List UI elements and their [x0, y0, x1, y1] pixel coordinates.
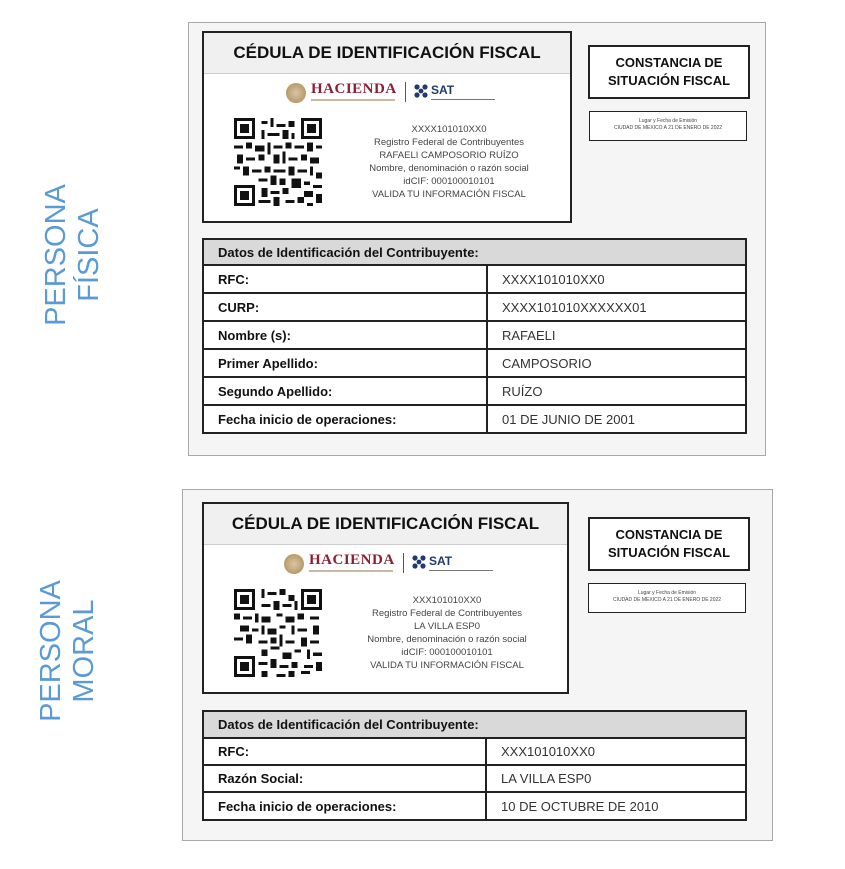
fisica-lugar-box [589, 111, 747, 141]
persona-fisica-line-1: PERSONA [40, 184, 72, 326]
row-value: 01 DE JUNIO DE 2001 [487, 405, 746, 433]
moral-constancia-box [588, 517, 750, 571]
row-value: CAMPOSORIO [487, 349, 746, 377]
fisica-rfc-text: XXXX101010XX0 [411, 124, 487, 135]
row-label: RFC: [203, 738, 486, 765]
row-value: LA VILLA ESP0 [486, 765, 746, 792]
row-label: Nombre (s): [203, 321, 487, 349]
fisica-logos [204, 80, 570, 106]
persona-fisica-line-2: FÍSICA [73, 208, 105, 302]
fisica-table-header: Datos de Identificación del Contribuyente: [203, 239, 746, 265]
sat-logo-icon [414, 84, 428, 98]
row-value: XXX101010XX0 [486, 738, 746, 765]
row-label: Primer Apellido: [203, 349, 487, 377]
fisica-info-block [334, 123, 564, 201]
table-row [203, 321, 746, 349]
row-value: RAFAELI [487, 321, 746, 349]
moral-qr-code [234, 589, 322, 677]
moral-idcif-text: idCIF: 000100010101 [401, 647, 493, 658]
persona-moral-line-2: MORAL [68, 599, 100, 703]
moral-lugar-caption: Lugar y Fecha de Emisión [637, 590, 697, 596]
fisica-cedula-box [202, 31, 572, 223]
moral-name-text: LA VILLA ESP0 [413, 621, 481, 632]
persona-moral-label [35, 571, 101, 731]
row-value: 10 DE OCTUBRE DE 2010 [486, 792, 746, 820]
row-value: XXXX101010XX0 [487, 265, 746, 293]
logo-divider [403, 553, 404, 573]
fisica-constancia-line-1: CONSTANCIA DE [615, 55, 723, 70]
moral-rfc-caption: Registro Federal de Contribuyentes [372, 608, 522, 619]
row-label: CURP: [203, 293, 487, 321]
moral-constancia-line-2: SITUACIÓN FISCAL [607, 545, 731, 560]
moral-valida-text: VALIDA TU INFORMACIÓN FISCAL [370, 660, 524, 671]
fisica-card [188, 22, 766, 456]
persona-moral-line-1: PERSONA [35, 580, 67, 722]
sat-logo: SAT [431, 83, 455, 97]
moral-logos [204, 551, 567, 577]
row-label: RFC: [203, 265, 487, 293]
hacienda-seal-icon [286, 83, 306, 103]
fisica-datos-table [202, 238, 747, 434]
row-label: Razón Social: [203, 765, 486, 792]
sat-logo: SAT [429, 554, 453, 568]
fisica-idcif-text: idCIF: 000100010101 [403, 176, 495, 187]
moral-cedula-box [202, 502, 569, 694]
table-row [203, 405, 746, 433]
hacienda-logo: HACIENDA [309, 552, 395, 568]
persona-fisica-label [40, 175, 106, 335]
table-row [203, 293, 746, 321]
fisica-constancia-line-2: SITUACIÓN FISCAL [607, 73, 731, 88]
fisica-qr-code [234, 118, 322, 206]
moral-name-caption: Nombre, denominación o razón social [367, 634, 527, 645]
table-row [203, 792, 746, 820]
table-row [203, 377, 746, 405]
fisica-name-text: RAFAELI CAMPOSORIO RUÍZO [379, 150, 519, 161]
moral-table-header: Datos de Identificación del Contribuyente: [203, 711, 746, 738]
fisica-lugar-value: CIUDAD DE MEXICO A 21 DE ENERO DE 2022 [613, 125, 723, 131]
fisica-constancia-box [588, 45, 750, 99]
moral-lugar-box [588, 583, 746, 613]
row-value: XXXX101010XXXXXX01 [487, 293, 746, 321]
moral-info-block [332, 594, 562, 672]
hacienda-logo: HACIENDA [311, 81, 397, 97]
fisica-name-caption: Nombre, denominación o razón social [369, 163, 529, 174]
logo-divider [405, 82, 406, 102]
sat-logo-icon [412, 555, 426, 569]
fisica-cedula-title: CÉDULA DE IDENTIFICACIÓN FISCAL [204, 33, 570, 74]
table-row [203, 738, 746, 765]
moral-datos-table [202, 710, 747, 821]
moral-card [182, 489, 773, 841]
moral-lugar-value: CIUDAD DE MEXICO A 21 DE ENERO DE 2022 [612, 597, 722, 603]
row-label: Fecha inicio de operaciones: [203, 405, 487, 433]
fisica-rfc-caption: Registro Federal de Contribuyentes [374, 137, 524, 148]
row-value: RUÍZO [487, 377, 746, 405]
table-row [203, 765, 746, 792]
hacienda-seal-icon [284, 554, 304, 574]
moral-constancia-line-1: CONSTANCIA DE [615, 527, 723, 542]
row-label: Segundo Apellido: [203, 377, 487, 405]
fisica-lugar-caption: Lugar y Fecha de Emisión [638, 118, 698, 124]
moral-cedula-title: CÉDULA DE IDENTIFICACIÓN FISCAL [204, 504, 567, 545]
table-row [203, 265, 746, 293]
row-label: Fecha inicio de operaciones: [203, 792, 486, 820]
table-row [203, 349, 746, 377]
fisica-valida-text: VALIDA TU INFORMACIÓN FISCAL [372, 189, 526, 200]
moral-rfc-text: XXX101010XX0 [412, 595, 482, 606]
